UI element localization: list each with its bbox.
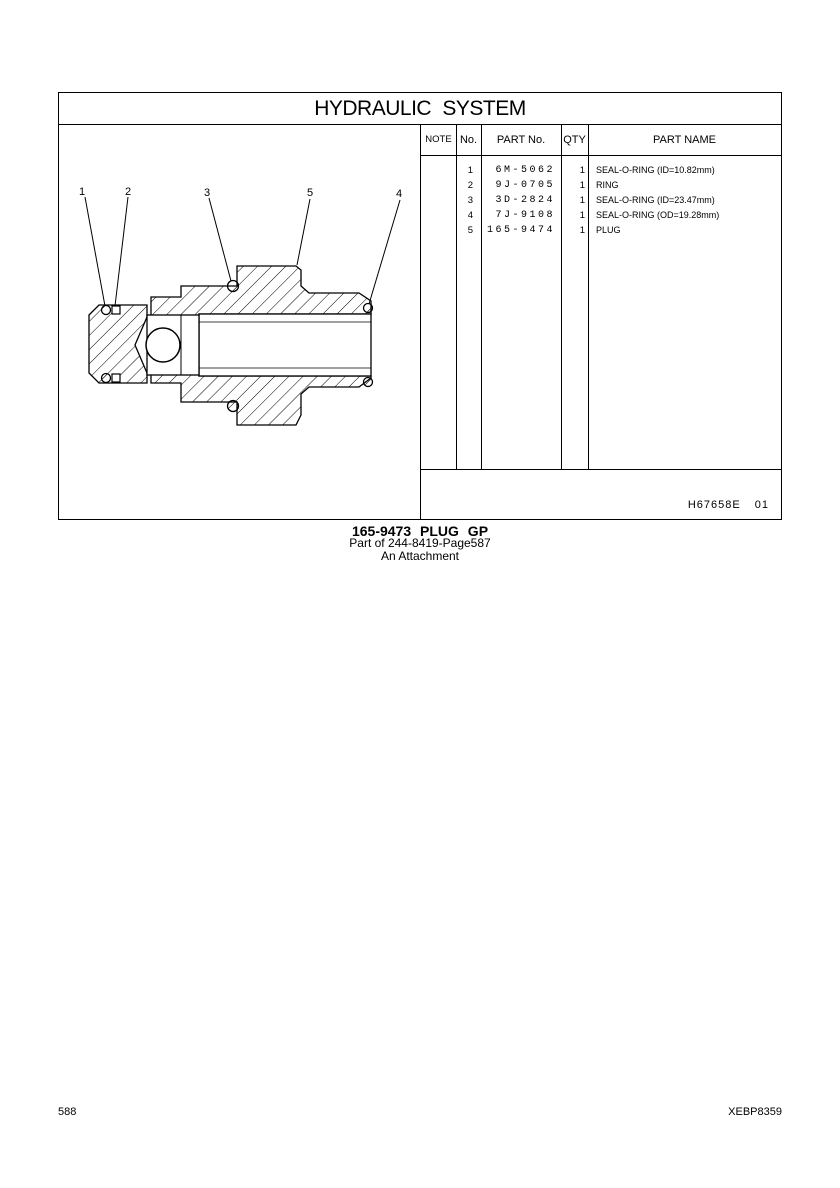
part-number: 7J-9108 — [495, 210, 555, 221]
group-title: 165-9473 PLUG GP — [351, 523, 489, 539]
o-ring-3-bottom — [228, 401, 239, 412]
row-number: 3 — [467, 195, 473, 206]
column-header-part-no: PART No. — [496, 134, 546, 146]
orifice-insert — [89, 305, 147, 383]
quantity: 1 — [579, 210, 585, 221]
row-number: 4 — [467, 210, 473, 221]
callout-2: 2 — [125, 186, 132, 198]
orifice-hole — [146, 328, 180, 362]
quantity: 1 — [579, 165, 585, 176]
column-header-no: No. — [459, 134, 478, 146]
column-header-qty: QTY — [563, 134, 586, 146]
callout-3: 3 — [204, 187, 211, 199]
o-ring-4-bottom — [364, 378, 373, 387]
section-title: HYDRAULIC SYSTEM — [59, 93, 781, 125]
o-ring-1-top — [102, 306, 111, 315]
plug-cross-section — [59, 125, 419, 517]
illustration-reference-code: H67658E 01 — [687, 499, 769, 511]
callout-5: 5 — [307, 187, 314, 199]
table-row — [421, 178, 781, 193]
quantity: 1 — [579, 225, 585, 236]
table-row — [421, 223, 781, 238]
parts-diagram-frame — [58, 92, 782, 520]
row-number: 5 — [467, 225, 473, 236]
part-number: 165-9474 — [486, 225, 555, 236]
part-name: SEAL-O-RING (ID=10.82mm) — [596, 165, 715, 175]
ring-2-bottom — [112, 374, 120, 382]
ring-2-top — [112, 306, 120, 314]
plug-bore — [199, 314, 371, 376]
callout-4: 4 — [396, 188, 403, 200]
o-ring-4-top — [364, 304, 373, 313]
quantity: 1 — [579, 180, 585, 191]
group-parent-reference: Part of 244-8419-Page587 — [349, 536, 491, 550]
column-header-part-name: PART NAME — [653, 134, 716, 146]
table-row — [421, 163, 781, 178]
exploded-view-drawing — [59, 125, 421, 519]
o-ring-3-top — [228, 281, 239, 292]
table-row — [421, 208, 781, 223]
table-row — [421, 193, 781, 208]
part-name: PLUG — [596, 225, 621, 235]
group-category: An Attachment — [380, 549, 460, 563]
row-number: 1 — [467, 165, 473, 176]
part-name: RING — [596, 180, 619, 190]
part-name: SEAL-O-RING (OD=19.28mm) — [596, 210, 720, 220]
column-header-note: NOTE — [425, 134, 452, 145]
page-number: 588 — [58, 1106, 77, 1118]
o-ring-1-bottom — [102, 374, 111, 383]
callout-1: 1 — [79, 186, 86, 198]
part-number: 3D-2824 — [495, 195, 555, 206]
parts-rows — [421, 163, 781, 238]
quantity: 1 — [579, 195, 585, 206]
document-code: XEBP8359 — [728, 1106, 782, 1118]
row-number: 2 — [467, 180, 473, 191]
part-name: SEAL-O-RING (ID=23.47mm) — [596, 195, 715, 205]
parts-list-table — [421, 125, 781, 519]
part-number: 6M-5062 — [495, 165, 555, 176]
part-number: 9J-0705 — [495, 180, 555, 191]
